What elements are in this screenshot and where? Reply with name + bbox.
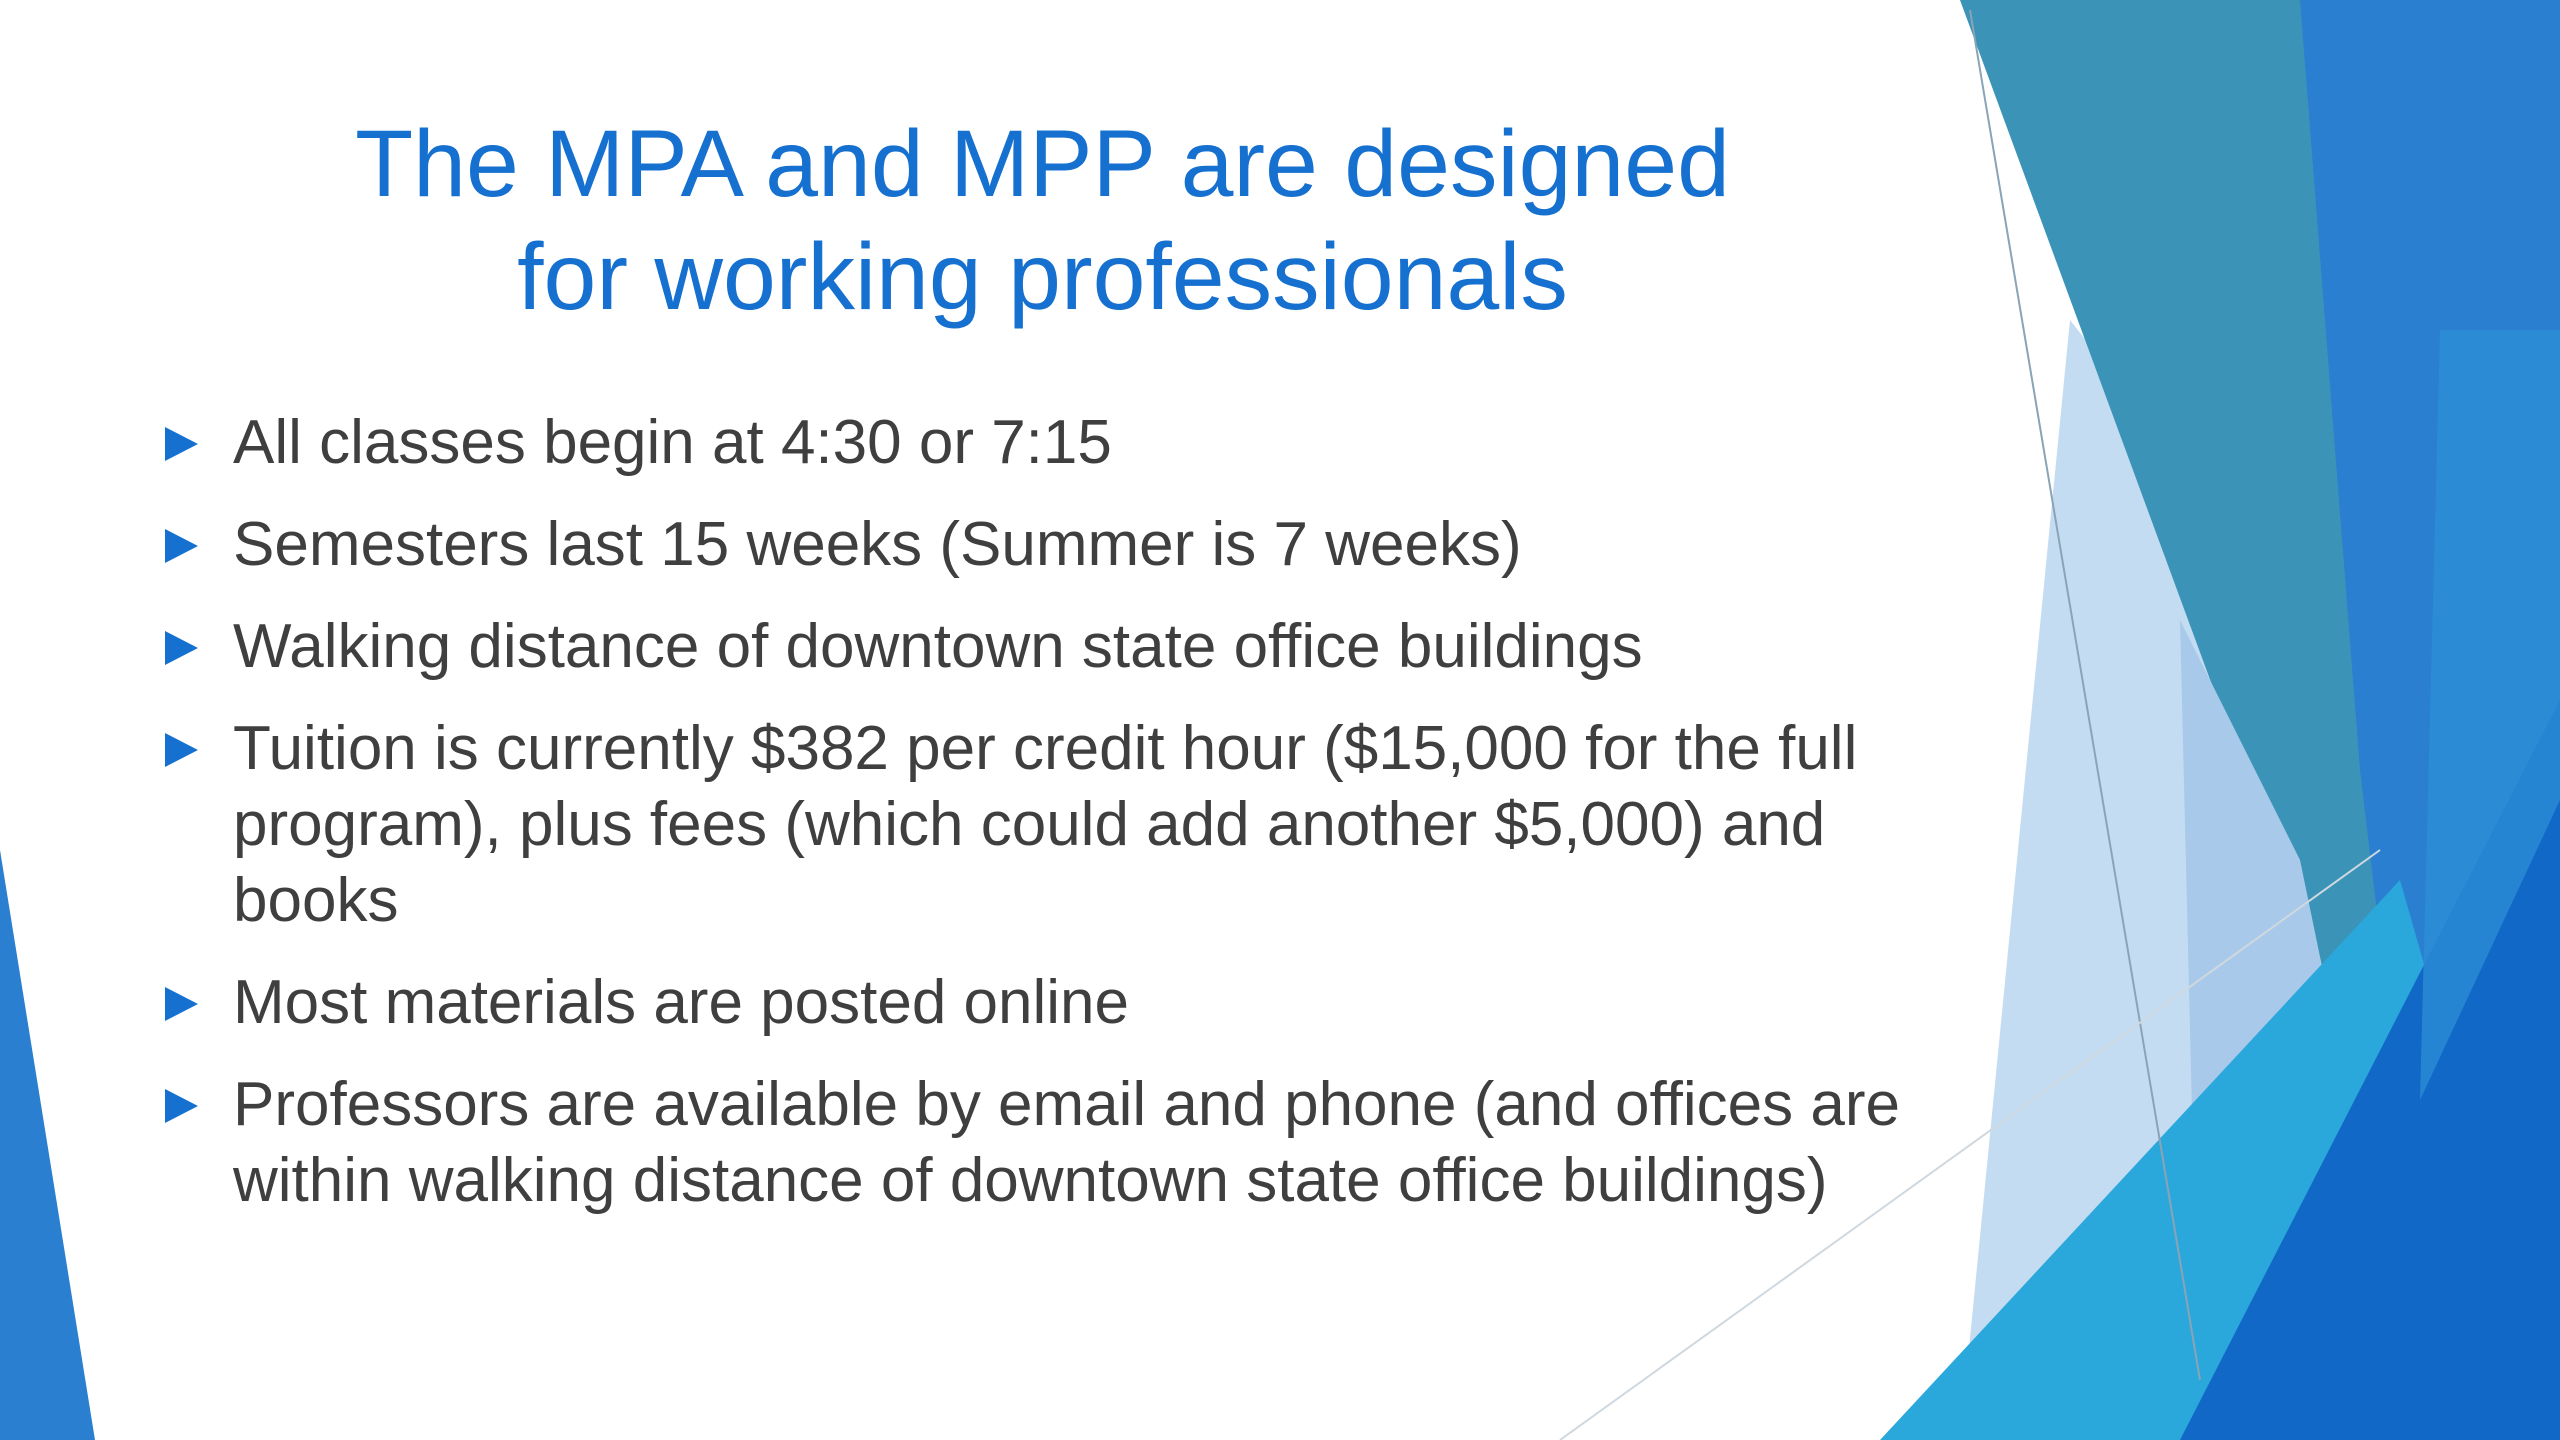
bullet-item-location bbox=[160, 609, 1940, 685]
title-line-1: The MPA and MPP are designed bbox=[355, 111, 1730, 217]
bullet-text: Tuition is currently $382 per credit hour ($15,000 for the full program), plus fees (which could add another $5,000) and books bbox=[233, 714, 1858, 935]
arrow-right-icon bbox=[165, 1089, 198, 1123]
arrow-right-icon bbox=[165, 427, 198, 461]
bullet-item-tuition bbox=[160, 711, 1940, 939]
bullet-item-semester-length bbox=[160, 507, 1940, 583]
bullet-text: Walking distance of downtown state office buildings bbox=[233, 612, 1643, 681]
bullet-text: Professors are available by email and phone (and offices are within walking distance of downtown state office buildings) bbox=[233, 1070, 1900, 1215]
arrow-right-icon bbox=[165, 631, 198, 665]
bullet-text: Semesters last 15 weeks (Summer is 7 weeks) bbox=[233, 510, 1522, 579]
slide-title bbox=[150, 108, 1935, 334]
title-line-2: for working professionals bbox=[517, 224, 1568, 330]
bullet-list bbox=[160, 405, 1940, 1245]
bullet-text: Most materials are posted online bbox=[233, 968, 1130, 1037]
arrow-right-icon bbox=[165, 987, 198, 1021]
bullet-item-class-times bbox=[160, 405, 1940, 481]
bullet-item-materials bbox=[160, 965, 1940, 1041]
bullet-text: All classes begin at 4:30 or 7:15 bbox=[233, 408, 1112, 477]
arrow-right-icon bbox=[165, 733, 198, 767]
arrow-right-icon bbox=[165, 529, 198, 563]
bullet-item-professors bbox=[160, 1067, 1940, 1219]
left-blue-wedge bbox=[0, 850, 95, 1440]
